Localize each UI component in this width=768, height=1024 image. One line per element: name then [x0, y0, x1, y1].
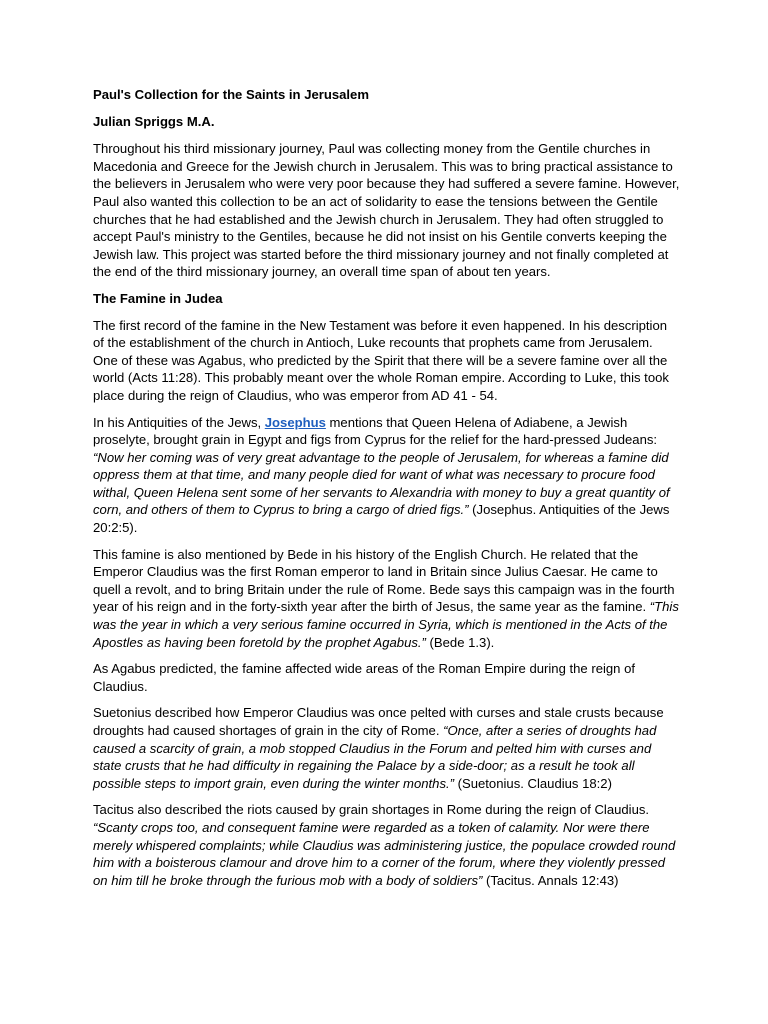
josephus-paragraph [93, 414, 681, 537]
tacitus-quote: “Scanty crops too, and consequent famine were regarded as a token of calamity. Nor were there merely whispered complaints; while Claudius was administering justice, the populace crowded round him with a boisterous clamour and drove him to a corner of the forum, where they violently pressed on him till he broke through the furious mob with a body of soldiers” [93, 819, 676, 888]
suetonius-quote: “Once, after a series of droughts had caused a scarcity of grain, a mob stopped Claudius in the Forum and pelted him with curses and state crusts that he had difficulty in regaining the Palace by a side-door; as a result he took all possible steps to import grain, even during the winter months.” [93, 723, 657, 791]
bede-paragraph [93, 546, 681, 652]
intro-paragraph: Throughout his third missionary journey, Paul was collecting money from the Gentile churches in Macedonia and Greece for the Jewish church in Jerusalem. This was to bring practical assistance to the believers in Jerusalem who were very poor because they had suffered a severe famine. However, Paul also wanted this collection to be an act of solidarity to ease the tensions between the Gentile churches that he had established and the Jewish church in Jerusalem. They had often struggled to accept Paul's ministry to the Gentiles, because he did not insist on his Gentile converts keeping the Jewish law. This project was started before the third missionary journey and not finally completed at the end of the third missionary journey, an overall time span of about ten years. [93, 141, 680, 280]
josephus-text-before: In his Antiquities of the Jews, [93, 414, 265, 430]
suetonius-text: Suetonius described how Emperor Claudius was once pelted with curses and stale crusts because droughts had caused shortages of grain in the city of Rome. [93, 705, 664, 738]
bede-citation: (Bede 1.3). [425, 634, 495, 650]
tacitus-paragraph [93, 801, 681, 889]
agabus-paragraph: As Agabus predicted, the famine affected wide areas of the Roman Empire during the reign of Claudius. [93, 661, 636, 694]
section-heading-famine: The Famine in Judea [93, 290, 223, 306]
document-page [93, 86, 681, 898]
suetonius-paragraph [93, 704, 681, 792]
josephus-text-after: mentions that Queen Helena of Adiabene, a Jewish proselyte, brought grain in Egypt and figs from Cyprus for the relief for the hard-pressed Judeans: [93, 414, 658, 448]
josephus-citation: (Josephus. Antiquities of the Jews 20:2:5). [93, 502, 670, 536]
document-title: Paul's Collection for the Saints in Jerusalem [93, 87, 369, 102]
bede-quote: “This was the year in which a very serious famine occurred in Syria, which is mentioned in the Acts of the Apostles as having been foretold by the prophet Agabus.” [93, 599, 679, 650]
famine-paragraph: The first record of the famine in the New Testament was before it even happened. In his description of the establishment of the church in Antioch, Luke recounts that prophets came from Jerusalem. One of these was Agabus, who predicted by the Spirit that there will be a severe famine over all the world (Acts 11:28). This probably meant over the whole Roman empire. According to Luke, this took place during the reign of Claudius, who was emperor from AD 41 - 54. [93, 317, 669, 403]
josephus-quote: “Now her coming was of very great advantage to the people of Jerusalem, for whereas a famine did oppress them at that time, and many people died for want of what was necessary to procure food withal, Queen Helena sent some of her servants to Alexandria with money to buy a great quantity of corn, and others of them to Cyprus to bring a cargo of dried figs.” [93, 449, 670, 518]
tacitus-citation: (Tacitus. Annals 12:43) [482, 872, 619, 888]
suetonius-citation: (Suetonius. Claudius 18:2) [454, 775, 612, 791]
tacitus-text: Tacitus also described the riots caused by grain shortages in Rome during the reign of Claudius. [93, 802, 650, 818]
author-line: Julian Spriggs M.A. [93, 113, 215, 129]
bede-text: This famine is also mentioned by Bede in his history of the English Church. He related that the Emperor Claudius was the first Roman emperor to land in Britain since Julius Caesar. He came to quell a revolt, and to bring Britain under the rule of Rome. Bede says this campaign was in the fourth year of his reign and in the forty-sixth year after the birth of Jesus, the same year as the famine. [93, 546, 675, 615]
josephus-link[interactable]: Josephus [264, 414, 326, 430]
